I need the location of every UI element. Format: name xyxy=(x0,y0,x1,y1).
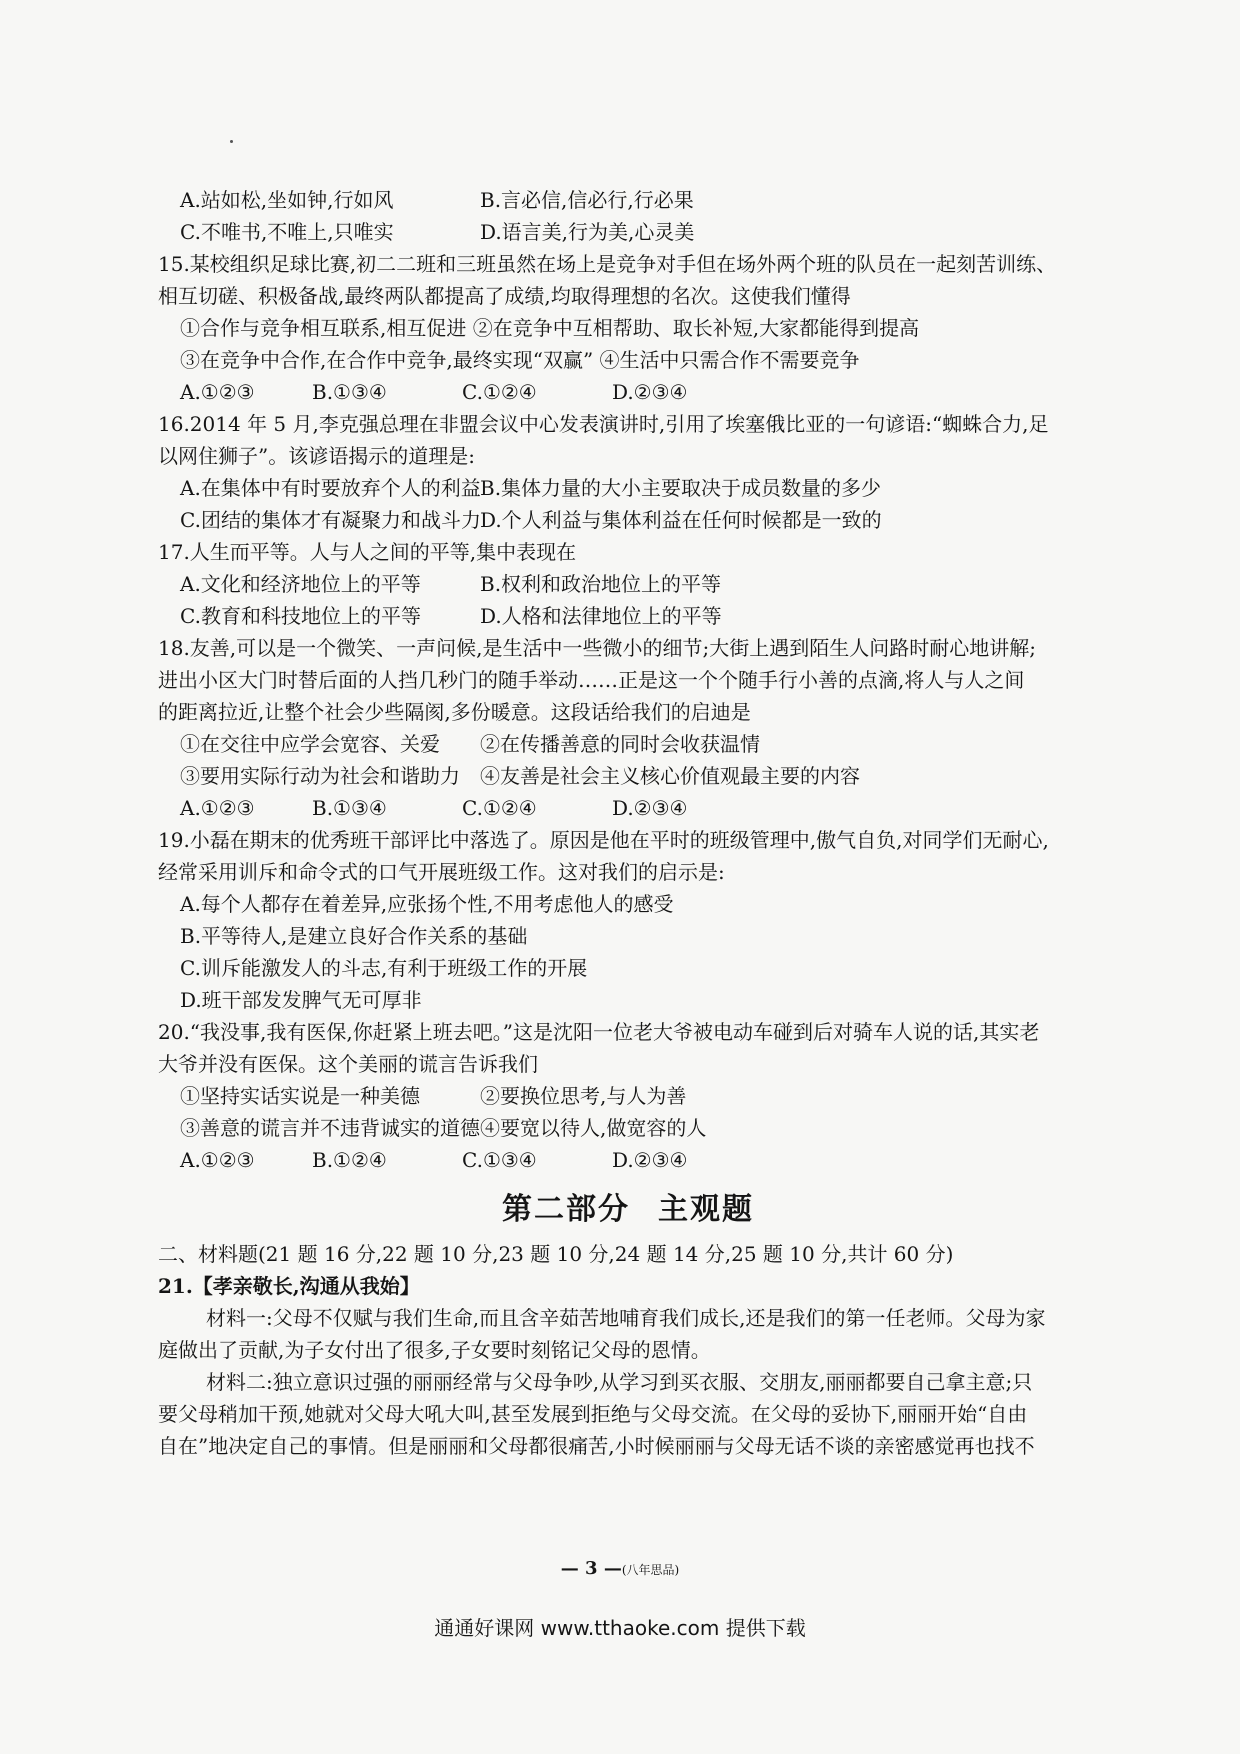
scan-speck xyxy=(230,140,233,143)
q20-option-b: B.①②④ xyxy=(312,1148,387,1172)
q20-statement-4: ④要宽以待人,做宽容的人 xyxy=(480,1116,707,1140)
q15-statement-2: ③在竞争中合作,在合作中竞争,最终实现“双赢” ④生活中只需合作不需要竞争 xyxy=(180,348,860,372)
q17-options-row-1 xyxy=(158,568,1098,600)
q14-options-row-1 xyxy=(158,184,1098,216)
q21-material-2-line-2: 要父母稍加干预,她就对父母大吼大叫,甚至发展到拒绝与父母交流。在父母的妥协下,丽丽开始“自由 xyxy=(158,1402,1028,1426)
q20-statement-1: ①坚持实话实说是一种美德 xyxy=(180,1084,420,1108)
q16-option-b: B.集体力量的大小主要取决于成员数量的多少 xyxy=(480,476,882,500)
q16-options-row-2 xyxy=(158,504,1098,536)
q15-stem-line-2: 相互切磋、积极备战,最终两队都提高了成绩,均取得理想的名次。这使我们懂得 xyxy=(158,284,851,308)
q17-option-c: C.教育和科技地位上的平等 xyxy=(180,604,421,628)
q18-option-b: B.①③④ xyxy=(312,796,387,820)
q18-statement-4: ④友善是社会主义核心价值观最主要的内容 xyxy=(480,764,860,788)
section-name: 主观题 xyxy=(658,1192,754,1227)
q18-statements-row-1 xyxy=(158,728,1098,760)
subject-tag: (八年思品) xyxy=(621,1563,680,1577)
q16-stem-line-2: 以网住狮子”。该谚语揭示的道理是: xyxy=(158,444,475,468)
q21-material-1-line-1: 材料一:父母不仅赋与我们生命,而且含辛茹苦地哺育我们成长,还是我们的第一任老师。父母为家 xyxy=(206,1306,1046,1330)
page-number-text: — 3 — xyxy=(560,1558,622,1579)
section-part: 第二部分 xyxy=(502,1192,630,1227)
q18-option-a: A.①②③ xyxy=(180,796,255,820)
q16-option-d: D.个人利益与集体利益在任何时候都是一致的 xyxy=(480,508,882,532)
q18-stem-line-3: 的距离拉近,让整个社会少些隔阂,多份暖意。这段话给我们的启迪是 xyxy=(158,700,751,724)
q14-options-row-2 xyxy=(158,216,1098,248)
q17-option-b: B.权利和政治地位上的平等 xyxy=(480,572,722,596)
q18-statements-row-2 xyxy=(158,760,1098,792)
q17-options-row-2 xyxy=(158,600,1098,632)
q18-stem-line-2: 进出小区大门时替后面的人挡几秒门的随手举动……正是这一个个随手行小善的点滴,将人与人之间 xyxy=(158,668,1025,692)
exam-content xyxy=(158,184,1098,1462)
q18-option-c: C.①②④ xyxy=(462,796,537,820)
q21-material-2-line-1: 材料二:独立意识过强的丽丽经常与父母争吵,从学习到买衣服、交朋友,丽丽都要自己拿主意;只 xyxy=(206,1370,1033,1394)
q14-option-a: A.站如松,坐如钟,行如风 xyxy=(180,188,394,212)
q20-statement-2: ②要换位思考,与人为善 xyxy=(480,1084,687,1108)
q20-statements-row-1 xyxy=(158,1080,1098,1112)
q17-option-a: A.文化和经济地位上的平等 xyxy=(180,572,421,596)
q21-title: 21.【孝亲敬长,沟通从我始】 xyxy=(158,1274,420,1298)
material-heading: 二、材料题(21 题 16 分,22 题 10 分,23 题 10 分,24 题 14 分,25 题 10 分,共计 60 分) xyxy=(158,1242,954,1266)
q14-option-b: B.言必信,信必行,行必果 xyxy=(480,188,694,212)
q21-material-1-line-2: 庭做出了贡献,为子女付出了很多,子女要时刻铭记父母的恩情。 xyxy=(158,1338,711,1362)
q19-option-c: C.训斥能激发人的斗志,有利于班级工作的开展 xyxy=(180,956,588,980)
q15-options xyxy=(158,376,1098,408)
q21-material-2-line-3: 自在”地决定自己的事情。但是丽丽和父母都很痛苦,小时候丽丽与父母无话不谈的亲密感觉再也找不 xyxy=(158,1434,1035,1458)
q18-options xyxy=(158,792,1098,824)
q15-stem-line-1: 15.某校组织足球比赛,初二二班和三班虽然在场上是竞争对手但在场外两个班的队员在一起刻苦训练、 xyxy=(158,252,1057,276)
q17-option-d: D.人格和法律地位上的平等 xyxy=(480,604,722,628)
q18-statement-1: ①在交往中应学会宽容、关爱 xyxy=(180,732,440,756)
q18-statement-3: ③要用实际行动为社会和谐助力 xyxy=(180,764,460,788)
q15-option-d: D.②③④ xyxy=(612,380,688,404)
q14-option-d: D.语言美,行为美,心灵美 xyxy=(480,220,695,244)
download-source: 通通好课网 www.tthaoke.com 提供下载 xyxy=(434,1616,806,1640)
q16-option-c: C.团结的集体才有凝聚力和战斗力 xyxy=(180,508,481,532)
q20-statement-3: ③善意的谎言并不违背诚实的道德 xyxy=(180,1116,480,1140)
q15-option-c: C.①②④ xyxy=(462,380,537,404)
q20-statements-row-2 xyxy=(158,1112,1098,1144)
q18-option-d: D.②③④ xyxy=(612,796,688,820)
q16-option-a: A.在集体中有时要放弃个人的利益 xyxy=(180,476,481,500)
q20-options xyxy=(158,1144,1098,1176)
q20-option-c: C.①③④ xyxy=(462,1148,537,1172)
q20-option-d: D.②③④ xyxy=(612,1148,688,1172)
q18-stem-line-1: 18.友善,可以是一个微笑、一声问候,是生活中一些微小的细节;大街上遇到陌生人问路时耐心地讲解; xyxy=(158,636,1036,660)
page-number xyxy=(0,1558,1240,1579)
q19-stem-line-1: 19.小磊在期末的优秀班干部评比中落选了。原因是他在平时的班级管理中,傲气自负,对同学们无耐心, xyxy=(158,828,1049,852)
q16-options-row-1 xyxy=(158,472,1098,504)
q14-option-c: C.不唯书,不唯上,只唯实 xyxy=(180,220,394,244)
q19-option-a: A.每个人都存在着差异,应张扬个性,不用考虑他人的感受 xyxy=(180,892,674,916)
q15-statement-1: ①合作与竞争相互联系,相互促进 ②在竞争中互相帮助、取长补短,大家都能得到提高 xyxy=(180,316,920,340)
q15-option-b: B.①③④ xyxy=(312,380,387,404)
q19-stem-line-2: 经常采用训斥和命令式的口气开展班级工作。这对我们的启示是: xyxy=(158,860,725,884)
q16-stem-line-1: 16.2014 年 5 月,李克强总理在非盟会议中心发表演讲时,引用了埃塞俄比亚的一句谚语:“蜘蛛合力,足 xyxy=(158,412,1049,436)
q19-option-b: B.平等待人,是建立良好合作关系的基础 xyxy=(180,924,528,948)
q20-option-a: A.①②③ xyxy=(180,1148,255,1172)
section-title xyxy=(158,1182,1098,1238)
q15-option-a: A.①②③ xyxy=(180,380,255,404)
q17-stem: 17.人生而平等。人与人之间的平等,集中表现在 xyxy=(158,540,577,564)
q19-option-d: D.班干部发发脾气无可厚非 xyxy=(180,988,422,1012)
q20-stem-line-2: 大爷并没有医保。这个美丽的谎言告诉我们 xyxy=(158,1052,538,1076)
q18-statement-2: ②在传播善意的同时会收获温情 xyxy=(480,732,760,756)
q20-stem-line-1: 20.“我没事,我有医保,你赶紧上班去吧。”这是沈阳一位老大爷被电动车碰到后对骑车人说的话,其实老 xyxy=(158,1020,1040,1044)
